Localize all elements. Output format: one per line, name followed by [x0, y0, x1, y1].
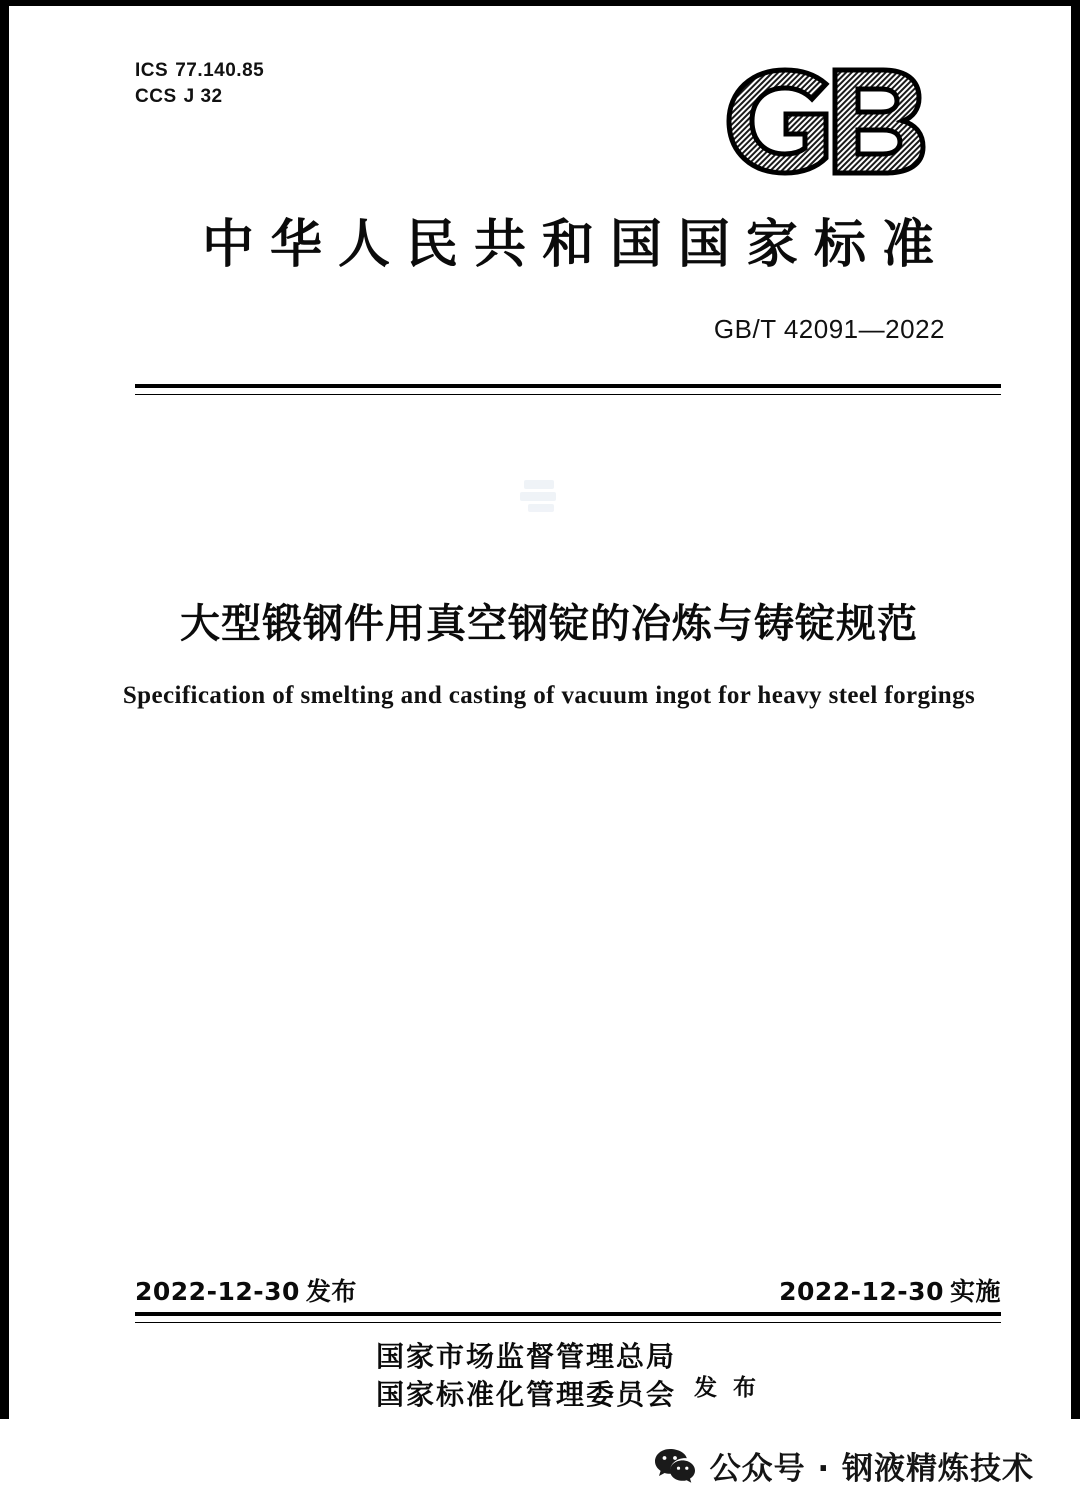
dates-row	[135, 1272, 1001, 1308]
divider-top-thick	[135, 384, 1001, 388]
ccs-label: CCS	[135, 86, 177, 107]
watermark-icon	[518, 476, 562, 516]
issuing-authority	[135, 1338, 1001, 1414]
issue-date-value: 2022-12-30	[135, 1277, 300, 1306]
ccs-value: J 32	[183, 86, 223, 107]
national-standard-title: 中华人民共和国国家标准	[201, 215, 950, 275]
divider-bottom-thick	[135, 1312, 1001, 1316]
gb-logo-icon	[723, 64, 943, 179]
issuer-line-1: 国家市场监督管理总局	[375, 1340, 676, 1373]
implementation-date	[779, 1272, 1001, 1308]
document-page	[9, 6, 1071, 1499]
issuer-names	[376, 1338, 676, 1414]
wechat-account-name: 公众号 · 钢液精炼技术	[709, 1450, 1034, 1487]
document-title-chinese: 大型锻钢件用真空钢锭的冶炼与铸锭规范	[180, 601, 918, 647]
wechat-attribution-bar	[0, 1419, 1080, 1511]
divider-top-thin	[135, 394, 1001, 395]
ics-value: 77.140.85	[175, 60, 265, 81]
issue-date	[135, 1272, 357, 1308]
implementation-date-value: 2022-12-30	[779, 1277, 944, 1306]
issue-date-word: 发布	[305, 1277, 357, 1306]
ccs-code-line	[135, 84, 264, 110]
implementation-date-word: 实施	[949, 1277, 1001, 1306]
classification-codes	[135, 58, 264, 110]
wechat-attribution	[654, 1443, 1034, 1488]
issuer-line-2: 国家标准化管理委员会	[375, 1378, 676, 1411]
ics-code-line	[135, 58, 264, 84]
standard-number: GB/T 42091—2022	[713, 314, 945, 344]
issuer-verb: 发 布	[694, 1374, 761, 1401]
divider-bottom-thin	[135, 1322, 1001, 1323]
wechat-icon	[654, 1447, 696, 1483]
document-title-english: Specification of smelting and casting of vacuum ingot for heavy steel forgings	[122, 682, 976, 709]
ics-label: ICS	[135, 60, 169, 81]
